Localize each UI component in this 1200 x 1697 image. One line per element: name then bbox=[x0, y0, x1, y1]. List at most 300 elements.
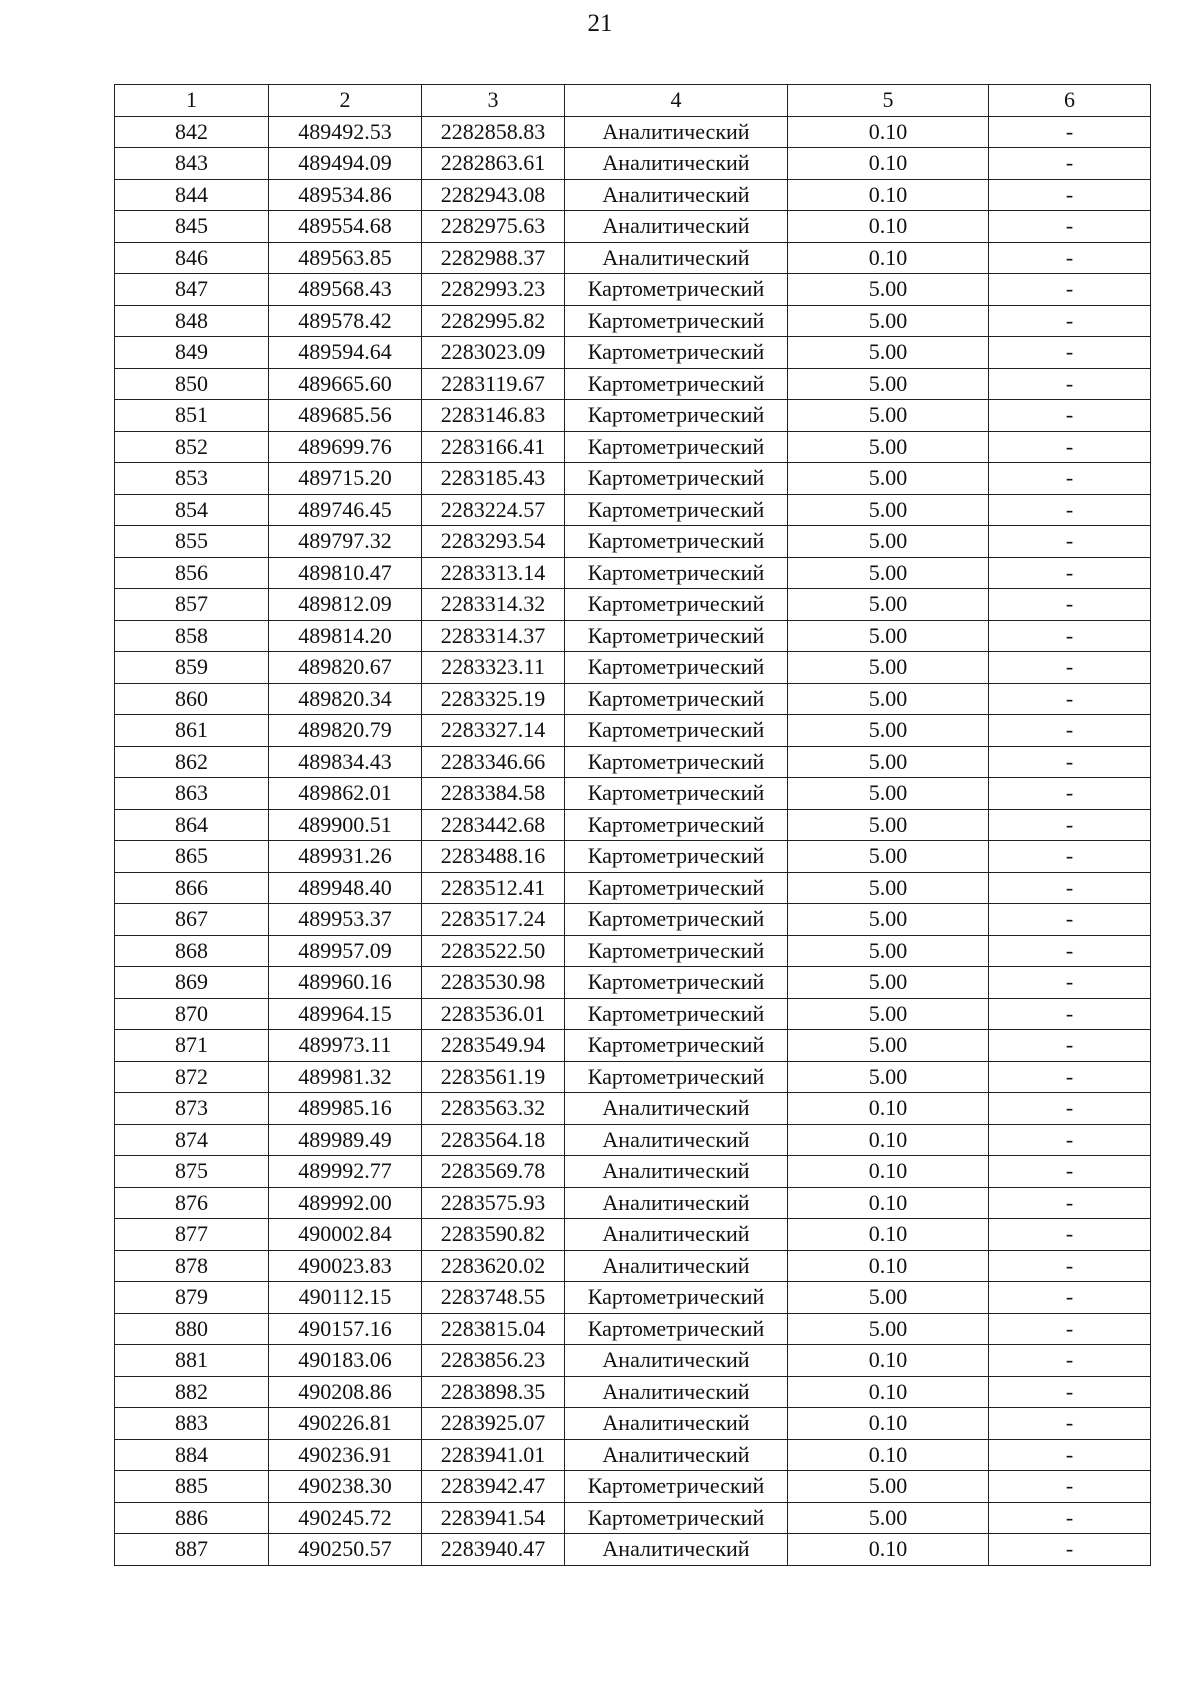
accuracy-cell: 5.00 bbox=[788, 431, 989, 463]
accuracy-cell: 5.00 bbox=[788, 935, 989, 967]
method-cell: Картометрический bbox=[565, 809, 788, 841]
method-cell: Картометрический bbox=[565, 998, 788, 1030]
x-coordinate-cell: 489985.16 bbox=[269, 1093, 422, 1125]
point-number-cell: 880 bbox=[115, 1313, 269, 1345]
y-coordinate-cell: 2283569.78 bbox=[422, 1156, 565, 1188]
y-coordinate-cell: 2283314.37 bbox=[422, 620, 565, 652]
x-coordinate-cell: 489820.79 bbox=[269, 715, 422, 747]
table-row bbox=[115, 589, 1151, 621]
x-coordinate-cell: 489797.32 bbox=[269, 526, 422, 558]
y-coordinate-cell: 2283166.41 bbox=[422, 431, 565, 463]
note-cell: - bbox=[989, 526, 1151, 558]
y-coordinate-cell: 2282995.82 bbox=[422, 305, 565, 337]
table-row bbox=[115, 841, 1151, 873]
point-number-cell: 856 bbox=[115, 557, 269, 589]
accuracy-cell: 5.00 bbox=[788, 557, 989, 589]
table-row bbox=[115, 1250, 1151, 1282]
accuracy-cell: 5.00 bbox=[788, 305, 989, 337]
accuracy-cell: 5.00 bbox=[788, 652, 989, 684]
table-row bbox=[115, 1345, 1151, 1377]
table-row bbox=[115, 620, 1151, 652]
method-cell: Аналитический bbox=[565, 116, 788, 148]
y-coordinate-cell: 2283384.58 bbox=[422, 778, 565, 810]
table-row bbox=[115, 778, 1151, 810]
method-cell: Аналитический bbox=[565, 1250, 788, 1282]
method-cell: Аналитический bbox=[565, 1156, 788, 1188]
table-row bbox=[115, 1187, 1151, 1219]
y-coordinate-cell: 2283815.04 bbox=[422, 1313, 565, 1345]
x-coordinate-cell: 489820.67 bbox=[269, 652, 422, 684]
point-number-cell: 887 bbox=[115, 1534, 269, 1566]
table-row bbox=[115, 368, 1151, 400]
x-coordinate-cell: 490112.15 bbox=[269, 1282, 422, 1314]
column-header-5: 5 bbox=[788, 85, 989, 117]
method-cell: Картометрический bbox=[565, 715, 788, 747]
method-cell: Картометрический bbox=[565, 778, 788, 810]
x-coordinate-cell: 489746.45 bbox=[269, 494, 422, 526]
y-coordinate-cell: 2283512.41 bbox=[422, 872, 565, 904]
x-coordinate-cell: 489494.09 bbox=[269, 148, 422, 180]
y-coordinate-cell: 2283442.68 bbox=[422, 809, 565, 841]
point-number-cell: 883 bbox=[115, 1408, 269, 1440]
table-row bbox=[115, 1219, 1151, 1251]
table-row bbox=[115, 431, 1151, 463]
accuracy-cell: 0.10 bbox=[788, 179, 989, 211]
method-cell: Картометрический bbox=[565, 1061, 788, 1093]
note-cell: - bbox=[989, 841, 1151, 873]
accuracy-cell: 0.10 bbox=[788, 1250, 989, 1282]
coordinates-table bbox=[114, 84, 1151, 1566]
accuracy-cell: 5.00 bbox=[788, 746, 989, 778]
y-coordinate-cell: 2283325.19 bbox=[422, 683, 565, 715]
accuracy-cell: 5.00 bbox=[788, 526, 989, 558]
method-cell: Картометрический bbox=[565, 872, 788, 904]
point-number-cell: 854 bbox=[115, 494, 269, 526]
x-coordinate-cell: 489992.00 bbox=[269, 1187, 422, 1219]
x-coordinate-cell: 489665.60 bbox=[269, 368, 422, 400]
table-row bbox=[115, 998, 1151, 1030]
x-coordinate-cell: 489931.26 bbox=[269, 841, 422, 873]
table-row bbox=[115, 274, 1151, 306]
note-cell: - bbox=[989, 463, 1151, 495]
point-number-cell: 845 bbox=[115, 211, 269, 243]
y-coordinate-cell: 2283940.47 bbox=[422, 1534, 565, 1566]
note-cell: - bbox=[989, 1313, 1151, 1345]
x-coordinate-cell: 490238.30 bbox=[269, 1471, 422, 1503]
x-coordinate-cell: 489957.09 bbox=[269, 935, 422, 967]
y-coordinate-cell: 2283942.47 bbox=[422, 1471, 565, 1503]
accuracy-cell: 0.10 bbox=[788, 148, 989, 180]
point-number-cell: 877 bbox=[115, 1219, 269, 1251]
table-row bbox=[115, 1376, 1151, 1408]
note-cell: - bbox=[989, 967, 1151, 999]
note-cell: - bbox=[989, 400, 1151, 432]
point-number-cell: 848 bbox=[115, 305, 269, 337]
method-cell: Картометрический bbox=[565, 463, 788, 495]
method-cell: Аналитический bbox=[565, 1408, 788, 1440]
table-row bbox=[115, 1502, 1151, 1534]
note-cell: - bbox=[989, 1439, 1151, 1471]
note-cell: - bbox=[989, 778, 1151, 810]
note-cell: - bbox=[989, 620, 1151, 652]
page-number: 21 bbox=[587, 10, 613, 37]
note-cell: - bbox=[989, 1219, 1151, 1251]
table-row bbox=[115, 1439, 1151, 1471]
accuracy-cell: 5.00 bbox=[788, 841, 989, 873]
method-cell: Аналитический bbox=[565, 148, 788, 180]
accuracy-cell: 5.00 bbox=[788, 589, 989, 621]
y-coordinate-cell: 2283488.16 bbox=[422, 841, 565, 873]
accuracy-cell: 5.00 bbox=[788, 998, 989, 1030]
table-row bbox=[115, 1408, 1151, 1440]
point-number-cell: 876 bbox=[115, 1187, 269, 1219]
note-cell: - bbox=[989, 1282, 1151, 1314]
y-coordinate-cell: 2283517.24 bbox=[422, 904, 565, 936]
point-number-cell: 850 bbox=[115, 368, 269, 400]
table-row bbox=[115, 1061, 1151, 1093]
y-coordinate-cell: 2283327.14 bbox=[422, 715, 565, 747]
column-header-6: 6 bbox=[989, 85, 1151, 117]
accuracy-cell: 5.00 bbox=[788, 1061, 989, 1093]
table-row bbox=[115, 1282, 1151, 1314]
note-cell: - bbox=[989, 1408, 1151, 1440]
note-cell: - bbox=[989, 935, 1151, 967]
method-cell: Картометрический bbox=[565, 274, 788, 306]
method-cell: Аналитический bbox=[565, 1345, 788, 1377]
accuracy-cell: 5.00 bbox=[788, 1471, 989, 1503]
y-coordinate-cell: 2283119.67 bbox=[422, 368, 565, 400]
y-coordinate-cell: 2283224.57 bbox=[422, 494, 565, 526]
point-number-cell: 865 bbox=[115, 841, 269, 873]
x-coordinate-cell: 489973.11 bbox=[269, 1030, 422, 1062]
note-cell: - bbox=[989, 1471, 1151, 1503]
point-number-cell: 843 bbox=[115, 148, 269, 180]
y-coordinate-cell: 2282993.23 bbox=[422, 274, 565, 306]
y-coordinate-cell: 2283563.32 bbox=[422, 1093, 565, 1125]
table-row bbox=[115, 1471, 1151, 1503]
table-row bbox=[115, 148, 1151, 180]
x-coordinate-cell: 490157.16 bbox=[269, 1313, 422, 1345]
point-number-cell: 859 bbox=[115, 652, 269, 684]
point-number-cell: 886 bbox=[115, 1502, 269, 1534]
accuracy-cell: 5.00 bbox=[788, 1030, 989, 1062]
accuracy-cell: 5.00 bbox=[788, 715, 989, 747]
point-number-cell: 879 bbox=[115, 1282, 269, 1314]
x-coordinate-cell: 489812.09 bbox=[269, 589, 422, 621]
method-cell: Аналитический bbox=[565, 1124, 788, 1156]
table-row bbox=[115, 715, 1151, 747]
method-cell: Картометрический bbox=[565, 400, 788, 432]
accuracy-cell: 5.00 bbox=[788, 400, 989, 432]
point-number-cell: 866 bbox=[115, 872, 269, 904]
accuracy-cell: 0.10 bbox=[788, 1187, 989, 1219]
table-row bbox=[115, 211, 1151, 243]
point-number-cell: 885 bbox=[115, 1471, 269, 1503]
y-coordinate-cell: 2282943.08 bbox=[422, 179, 565, 211]
point-number-cell: 881 bbox=[115, 1345, 269, 1377]
x-coordinate-cell: 490208.86 bbox=[269, 1376, 422, 1408]
method-cell: Картометрический bbox=[565, 1030, 788, 1062]
x-coordinate-cell: 489862.01 bbox=[269, 778, 422, 810]
x-coordinate-cell: 490023.83 bbox=[269, 1250, 422, 1282]
point-number-cell: 857 bbox=[115, 589, 269, 621]
accuracy-cell: 0.10 bbox=[788, 1124, 989, 1156]
table-row bbox=[115, 494, 1151, 526]
y-coordinate-cell: 2283346.66 bbox=[422, 746, 565, 778]
accuracy-cell: 0.10 bbox=[788, 1408, 989, 1440]
y-coordinate-cell: 2283185.43 bbox=[422, 463, 565, 495]
x-coordinate-cell: 489814.20 bbox=[269, 620, 422, 652]
x-coordinate-cell: 489492.53 bbox=[269, 116, 422, 148]
column-header-1: 1 bbox=[115, 85, 269, 117]
note-cell: - bbox=[989, 998, 1151, 1030]
x-coordinate-cell: 489948.40 bbox=[269, 872, 422, 904]
x-coordinate-cell: 489578.42 bbox=[269, 305, 422, 337]
x-coordinate-cell: 489534.86 bbox=[269, 179, 422, 211]
note-cell: - bbox=[989, 1345, 1151, 1377]
method-cell: Картометрический bbox=[565, 557, 788, 589]
point-number-cell: 842 bbox=[115, 116, 269, 148]
method-cell: Аналитический bbox=[565, 1187, 788, 1219]
accuracy-cell: 0.10 bbox=[788, 1345, 989, 1377]
y-coordinate-cell: 2283293.54 bbox=[422, 526, 565, 558]
table-row bbox=[115, 872, 1151, 904]
note-cell: - bbox=[989, 211, 1151, 243]
note-cell: - bbox=[989, 652, 1151, 684]
point-number-cell: 872 bbox=[115, 1061, 269, 1093]
note-cell: - bbox=[989, 809, 1151, 841]
method-cell: Картометрический bbox=[565, 526, 788, 558]
x-coordinate-cell: 489964.15 bbox=[269, 998, 422, 1030]
note-cell: - bbox=[989, 1250, 1151, 1282]
point-number-cell: 849 bbox=[115, 337, 269, 369]
y-coordinate-cell: 2283023.09 bbox=[422, 337, 565, 369]
method-cell: Картометрический bbox=[565, 431, 788, 463]
method-cell: Аналитический bbox=[565, 1093, 788, 1125]
x-coordinate-cell: 489810.47 bbox=[269, 557, 422, 589]
method-cell: Аналитический bbox=[565, 1439, 788, 1471]
accuracy-cell: 5.00 bbox=[788, 274, 989, 306]
table-row bbox=[115, 652, 1151, 684]
y-coordinate-cell: 2283898.35 bbox=[422, 1376, 565, 1408]
note-cell: - bbox=[989, 872, 1151, 904]
y-coordinate-cell: 2283549.94 bbox=[422, 1030, 565, 1062]
accuracy-cell: 0.10 bbox=[788, 1093, 989, 1125]
method-cell: Картометрический bbox=[565, 841, 788, 873]
method-cell: Аналитический bbox=[565, 1376, 788, 1408]
y-coordinate-cell: 2283575.93 bbox=[422, 1187, 565, 1219]
accuracy-cell: 0.10 bbox=[788, 1534, 989, 1566]
accuracy-cell: 5.00 bbox=[788, 778, 989, 810]
method-cell: Картометрический bbox=[565, 620, 788, 652]
note-cell: - bbox=[989, 1187, 1151, 1219]
note-cell: - bbox=[989, 305, 1151, 337]
note-cell: - bbox=[989, 715, 1151, 747]
y-coordinate-cell: 2283314.32 bbox=[422, 589, 565, 621]
note-cell: - bbox=[989, 1502, 1151, 1534]
x-coordinate-cell: 489820.34 bbox=[269, 683, 422, 715]
x-coordinate-cell: 489594.64 bbox=[269, 337, 422, 369]
y-coordinate-cell: 2283323.11 bbox=[422, 652, 565, 684]
y-coordinate-cell: 2283561.19 bbox=[422, 1061, 565, 1093]
accuracy-cell: 5.00 bbox=[788, 463, 989, 495]
table-row bbox=[115, 1124, 1151, 1156]
note-cell: - bbox=[989, 368, 1151, 400]
note-cell: - bbox=[989, 557, 1151, 589]
method-cell: Картометрический bbox=[565, 746, 788, 778]
note-cell: - bbox=[989, 274, 1151, 306]
point-number-cell: 875 bbox=[115, 1156, 269, 1188]
method-cell: Картометрический bbox=[565, 1313, 788, 1345]
note-cell: - bbox=[989, 1093, 1151, 1125]
point-number-cell: 871 bbox=[115, 1030, 269, 1062]
x-coordinate-cell: 490226.81 bbox=[269, 1408, 422, 1440]
x-coordinate-cell: 489563.85 bbox=[269, 242, 422, 274]
y-coordinate-cell: 2283941.54 bbox=[422, 1502, 565, 1534]
table-row bbox=[115, 1156, 1151, 1188]
y-coordinate-cell: 2283590.82 bbox=[422, 1219, 565, 1251]
method-cell: Аналитический bbox=[565, 242, 788, 274]
point-number-cell: 873 bbox=[115, 1093, 269, 1125]
method-cell: Картометрический bbox=[565, 1502, 788, 1534]
table-row bbox=[115, 116, 1151, 148]
y-coordinate-cell: 2283925.07 bbox=[422, 1408, 565, 1440]
x-coordinate-cell: 489685.56 bbox=[269, 400, 422, 432]
method-cell: Картометрический bbox=[565, 368, 788, 400]
method-cell: Картометрический bbox=[565, 1282, 788, 1314]
x-coordinate-cell: 489834.43 bbox=[269, 746, 422, 778]
y-coordinate-cell: 2283564.18 bbox=[422, 1124, 565, 1156]
note-cell: - bbox=[989, 589, 1151, 621]
point-number-cell: 844 bbox=[115, 179, 269, 211]
note-cell: - bbox=[989, 1124, 1151, 1156]
accuracy-cell: 0.10 bbox=[788, 1439, 989, 1471]
point-number-cell: 868 bbox=[115, 935, 269, 967]
point-number-cell: 853 bbox=[115, 463, 269, 495]
accuracy-cell: 5.00 bbox=[788, 620, 989, 652]
table-row bbox=[115, 557, 1151, 589]
method-cell: Картометрический bbox=[565, 967, 788, 999]
point-number-cell: 878 bbox=[115, 1250, 269, 1282]
method-cell: Картометрический bbox=[565, 1471, 788, 1503]
point-number-cell: 867 bbox=[115, 904, 269, 936]
x-coordinate-cell: 489900.51 bbox=[269, 809, 422, 841]
x-coordinate-cell: 489715.20 bbox=[269, 463, 422, 495]
accuracy-cell: 5.00 bbox=[788, 904, 989, 936]
x-coordinate-cell: 489981.32 bbox=[269, 1061, 422, 1093]
y-coordinate-cell: 2283522.50 bbox=[422, 935, 565, 967]
note-cell: - bbox=[989, 242, 1151, 274]
note-cell: - bbox=[989, 116, 1151, 148]
method-cell: Картометрический bbox=[565, 683, 788, 715]
x-coordinate-cell: 489960.16 bbox=[269, 967, 422, 999]
accuracy-cell: 5.00 bbox=[788, 494, 989, 526]
point-number-cell: 860 bbox=[115, 683, 269, 715]
method-cell: Аналитический bbox=[565, 179, 788, 211]
table-row bbox=[115, 400, 1151, 432]
point-number-cell: 864 bbox=[115, 809, 269, 841]
x-coordinate-cell: 490250.57 bbox=[269, 1534, 422, 1566]
y-coordinate-cell: 2282863.61 bbox=[422, 148, 565, 180]
accuracy-cell: 5.00 bbox=[788, 1313, 989, 1345]
x-coordinate-cell: 490245.72 bbox=[269, 1502, 422, 1534]
method-cell: Картометрический bbox=[565, 494, 788, 526]
point-number-cell: 874 bbox=[115, 1124, 269, 1156]
y-coordinate-cell: 2283313.14 bbox=[422, 557, 565, 589]
note-cell: - bbox=[989, 683, 1151, 715]
accuracy-cell: 0.10 bbox=[788, 211, 989, 243]
note-cell: - bbox=[989, 1156, 1151, 1188]
method-cell: Аналитический bbox=[565, 1219, 788, 1251]
point-number-cell: 882 bbox=[115, 1376, 269, 1408]
y-coordinate-cell: 2283620.02 bbox=[422, 1250, 565, 1282]
column-header-4: 4 bbox=[565, 85, 788, 117]
note-cell: - bbox=[989, 904, 1151, 936]
note-cell: - bbox=[989, 431, 1151, 463]
table-row bbox=[115, 1093, 1151, 1125]
table-row bbox=[115, 463, 1151, 495]
y-coordinate-cell: 2283748.55 bbox=[422, 1282, 565, 1314]
accuracy-cell: 5.00 bbox=[788, 337, 989, 369]
point-number-cell: 869 bbox=[115, 967, 269, 999]
method-cell: Картометрический bbox=[565, 652, 788, 684]
table-row bbox=[115, 904, 1151, 936]
note-cell: - bbox=[989, 1534, 1151, 1566]
y-coordinate-cell: 2282988.37 bbox=[422, 242, 565, 274]
method-cell: Картометрический bbox=[565, 337, 788, 369]
x-coordinate-cell: 490002.84 bbox=[269, 1219, 422, 1251]
column-header-2: 2 bbox=[269, 85, 422, 117]
point-number-cell: 855 bbox=[115, 526, 269, 558]
table-row bbox=[115, 1030, 1151, 1062]
accuracy-cell: 5.00 bbox=[788, 1502, 989, 1534]
accuracy-cell: 5.00 bbox=[788, 872, 989, 904]
table-row bbox=[115, 179, 1151, 211]
method-cell: Картометрический bbox=[565, 904, 788, 936]
note-cell: - bbox=[989, 746, 1151, 778]
method-cell: Аналитический bbox=[565, 1534, 788, 1566]
point-number-cell: 852 bbox=[115, 431, 269, 463]
y-coordinate-cell: 2282975.63 bbox=[422, 211, 565, 243]
x-coordinate-cell: 490236.91 bbox=[269, 1439, 422, 1471]
y-coordinate-cell: 2283530.98 bbox=[422, 967, 565, 999]
method-cell: Картометрический bbox=[565, 935, 788, 967]
point-number-cell: 847 bbox=[115, 274, 269, 306]
table-row bbox=[115, 242, 1151, 274]
x-coordinate-cell: 489699.76 bbox=[269, 431, 422, 463]
point-number-cell: 862 bbox=[115, 746, 269, 778]
point-number-cell: 846 bbox=[115, 242, 269, 274]
point-number-cell: 858 bbox=[115, 620, 269, 652]
table-row bbox=[115, 935, 1151, 967]
accuracy-cell: 0.10 bbox=[788, 242, 989, 274]
note-cell: - bbox=[989, 337, 1151, 369]
x-coordinate-cell: 490183.06 bbox=[269, 1345, 422, 1377]
accuracy-cell: 5.00 bbox=[788, 368, 989, 400]
table-row bbox=[115, 305, 1151, 337]
point-number-cell: 884 bbox=[115, 1439, 269, 1471]
x-coordinate-cell: 489992.77 bbox=[269, 1156, 422, 1188]
table-header-row bbox=[115, 85, 1151, 117]
note-cell: - bbox=[989, 179, 1151, 211]
y-coordinate-cell: 2283941.01 bbox=[422, 1439, 565, 1471]
y-coordinate-cell: 2283146.83 bbox=[422, 400, 565, 432]
table-row bbox=[115, 967, 1151, 999]
point-number-cell: 851 bbox=[115, 400, 269, 432]
point-number-cell: 861 bbox=[115, 715, 269, 747]
table-body bbox=[115, 116, 1151, 1565]
accuracy-cell: 5.00 bbox=[788, 967, 989, 999]
